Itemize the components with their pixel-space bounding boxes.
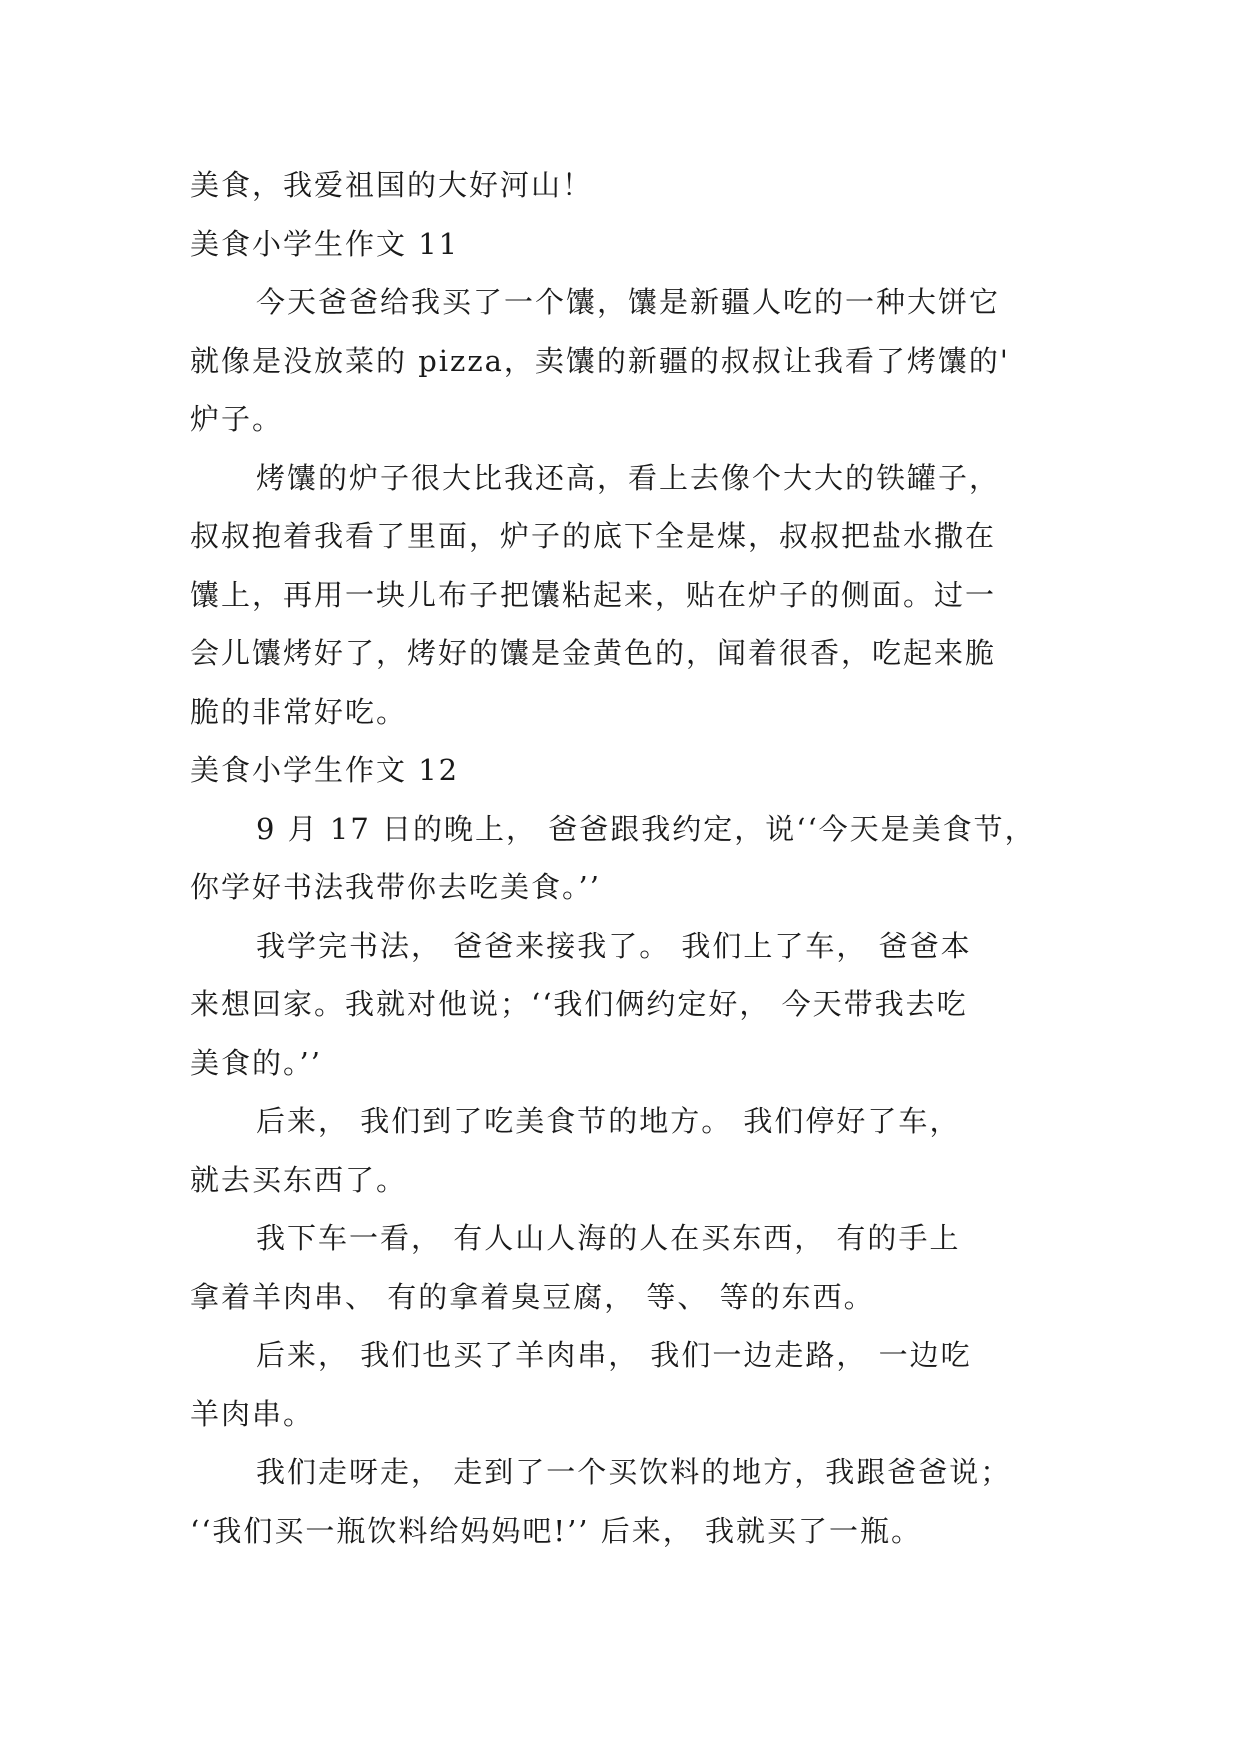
document-body <box>190 156 1090 1560</box>
text-line: 后来， 我们也买了羊肉串， 我们一边走路， 一边吃 <box>256 1338 972 1372</box>
text-line: 美食的。’’ <box>190 1045 322 1080</box>
section-heading-12: 美食小学生作文 12 <box>190 753 460 787</box>
text-line: 炉子。 <box>190 402 284 436</box>
text-line: 拿着羊肉串、 有的拿着臭豆腐， 等、 等的东西。 <box>190 1279 875 1314</box>
text-line: 美食，我爱祖国的大好河山！ <box>190 168 594 202</box>
text-line: 馕上，再用一块儿布子把馕粘起来，贴在炉子的侧面。过一 <box>190 577 997 612</box>
text-line: 我下车一看， 有人山人海的人在买东西， 有的手上 <box>256 1221 961 1255</box>
text-line: 就像是没放菜的 pizza，卖馕的新疆的叔叔让我看了烤馕的' <box>190 343 1010 378</box>
text-line: 来想回家。我就对他说；‘‘我们俩约定好， 今天带我去吃 <box>190 987 968 1021</box>
text-line: 我学完书法， 爸爸来接我了。 我们上了车， 爸爸本 <box>256 928 972 963</box>
text-line: 会儿馕烤好了，烤好的馕是金黄色的，闻着很香，吃起来脆 <box>190 636 997 670</box>
text-line: 后来， 我们到了吃美食节的地方。 我们停好了车， <box>256 1104 961 1138</box>
text-line: 你学好书法我带你去吃美食。’’ <box>190 870 601 904</box>
text-line: 今天爸爸给我买了一个馕，馕是新疆人吃的一种大饼它 <box>256 285 1001 319</box>
text-line: 脆的非常好吃。 <box>190 694 408 729</box>
text-line: 9 月 17 日的晚上， 爸爸跟我约定，说‘‘今天是美食节， <box>256 811 1036 846</box>
text-line: 叔叔抱着我看了里面，炉子的底下全是煤，叔叔把盐水撒在 <box>190 519 997 553</box>
text-line: 我们走呀走， 走到了一个买饮料的地方，我跟爸爸说； <box>256 1455 1012 1489</box>
section-heading-11: 美食小学生作文 11 <box>190 226 460 261</box>
text-line: 烤馕的炉子很大比我还高，看上去像个大大的铁罐子， <box>256 460 1001 495</box>
text-line: ‘‘我们买一瓶饮料给妈妈吧!’’ 后来， 我就买了一瓶。 <box>190 1513 922 1548</box>
text-line: 就去买东西了。 <box>190 1162 408 1197</box>
text-line: 羊肉串。 <box>190 1396 315 1431</box>
